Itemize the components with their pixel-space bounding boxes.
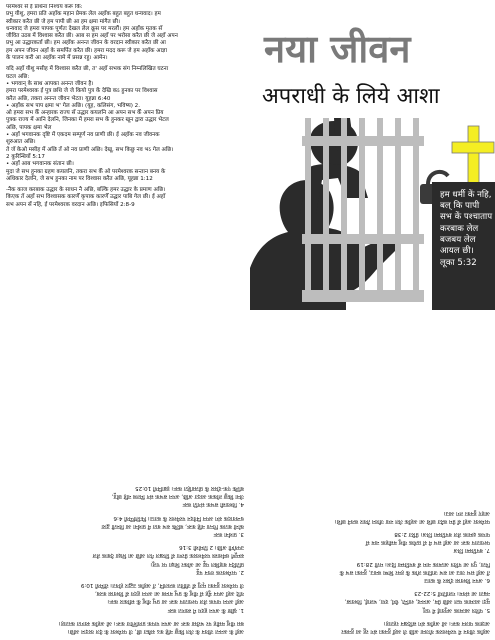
verse-line: बल् कि पापी [440, 201, 480, 212]
text-line: 1. ख्रीष्ट कें अपन हृदय में स्वागत करू [167, 606, 244, 613]
bar-crossbeam-bottom [302, 234, 424, 244]
text-line: घटल अछि: [6, 73, 30, 80]
text-line: • अहाँ आब भगवानक संतान छी। [6, 161, 74, 168]
text-line: प्रभु आ उद्धारकर्ता छी। हम अहाँक अनन्त जीवन के वरदान स्वीकार करैत छी आ [6, 40, 166, 47]
cover-title: नया जीवन [264, 27, 411, 71]
bar-crossbeam-top [302, 136, 424, 146]
text-line: के पालन करी आ अहाँक नामे में प्रसन्न रहु। आमेन। [6, 55, 108, 62]
text-line: यदि अहाँ अपन मुँह सँ यीशु कें प्रभु मानब आ अपन हृदय सँ विश्वास करब, [94, 590, 244, 597]
text-line: सम्पूर्ण धर्मशास्त्र परमेश्वरक प्रेरणा सँ लिखल गेल अछि आ शिक्षा देबाक लेल [92, 552, 244, 559]
text-line: 2 कुरिन्थियों 5:17 [6, 153, 45, 160]
text-line: प्रतिदिन बाइबिल पढ़ू आ ओकर शिक्षा पर चलू। [150, 560, 244, 567]
text-line: अधिकार देलनि, जे सभ हुनका नाम पर विश्वास करैत अछि, यूहन्ना 1:12 [6, 175, 153, 182]
text-line: 2. परमेश्वरक वचन पढ़ू [196, 568, 244, 575]
text-line: 3. प्रार्थना करू [213, 530, 244, 537]
text-paragraph [252, 619, 490, 635]
text-line: -नैक काज करबाक उद्धार के साधन नै अछि, बल्कि हमर उद्धार के प्रमाण अछि। [6, 187, 166, 194]
text-line: • भगवान् के साथ आपका अनन्त जीवन है। [6, 80, 94, 87]
bar-base [302, 290, 424, 302]
text-line: अहाँ अपन पापक लेल पश्चाताप करू आ प्रभु यीशु कें स्वीकार करू। [107, 598, 244, 605]
text-line: करैत अछि, तकरा अनन्त जीवन भेटत। यूहन्ना 6:40 [6, 95, 111, 102]
text-line: जेना किछु लोकक आदत अछि, अपन सभक संग मिलब नहि छोड़ू, [111, 493, 244, 500]
cover-verse [440, 190, 495, 269]
text-line: आज्ञाक पालन करू। ओ अहाँक संग सदिखन रहताह। [383, 619, 490, 626]
front-text-panel [6, 4, 246, 310]
verse-line: हम धर्मी कें नहि, [440, 190, 492, 200]
text-paragraph [6, 187, 246, 209]
text-paragraph [252, 508, 490, 524]
text-line: 4. विश्वासी सभक संगति करू [182, 501, 244, 508]
text-line: धन्यवादक संग अपन निवेदन परमेश्वर कें बताउ। फिलिप्पियों 4:6 [113, 514, 244, 521]
text-line: उपयोगी अछि। 2 तिमोथी 3:16 [179, 544, 244, 551]
verse-reference: लूका 5:32 [440, 258, 477, 269]
text-paragraph [6, 4, 246, 62]
text-line: तें अहाँ सभ जाउ आ सभ जातिक लोक कें हमर शिष्य बनाउ, हुनका सभ कें [339, 568, 490, 575]
text-line: मुदा जे सभ हुनका ग्रहण कयलनि, तकरा सभ केँ ओ परमेश्वरक सन्तान बनय के [6, 168, 166, 175]
text-line: ओ हमरा सभ केँ अन्हारक राज्य सँ उद्धार कयलनि आ अपन सभ केँ अपन प्रिय [6, 110, 164, 117]
text-line: पापक क्षमाक लेल बपतिस्मा लिअ। प्रेरित 2:38 [394, 530, 490, 537]
text-line: • अहाँ भगवानक दृष्टि में एकदम सम्पूर्ण नव प्राणी छी। ई अहाँक नव जीवनक [6, 132, 160, 139]
text-line: बल्कि एक-दोसर कें प्रोत्साहित करू। इब्रानियों 10:25 [135, 484, 244, 491]
text-line: नम्रता आ संयम। गलातियों 5:22-23 [414, 590, 490, 597]
verse-line: सभ कें पश्चाताप [440, 212, 493, 223]
back-right-text-panel [252, 325, 490, 635]
text-line: 5. पवित्र आत्माक अगुवाई में चलू [423, 606, 490, 613]
text-line: 7. बपतिस्मा लिअ [453, 547, 490, 554]
text-line: यदि अहाँ यीशु मसीह में विश्वास करैत छी, त' अहाँ सभक संग निम्नलिखित घटना [6, 66, 169, 73]
text-line: 6. अपन विश्वास दोसर कें बताउ [424, 576, 490, 583]
verse-line: बजबय लेल [440, 234, 476, 245]
text-line: हम अपन जीवन अहाँ के समर्पित करैत छी। हमरा मदद करू जे हम अहाँक आज्ञा [6, 47, 167, 54]
text-line: बस यीशु मसीह पर भरोसा करू आ अपन पापक प्रायश्चित्त करू। ओ अहाँक स्वागत करताह। [58, 619, 244, 626]
text-paragraph [252, 559, 490, 584]
text-line: जे परमेश्वर हुनका मृत्यु सँ जीवित कयलनि, तँ अहाँक उद्धार होयत। रोमियों 10:9 [80, 581, 244, 588]
text-paragraph [252, 530, 490, 555]
back-left-text-panel [6, 325, 244, 635]
text-line: • अहाँक सभ पाप क्षमा भ' गेल अछि। (यूह, कलिसंग, भविष्य) 2. [6, 102, 141, 109]
text-line: पिता, पुत्र आ पवित्र आत्माक नाम सँ बपतिस्मा दिअ। मत्ती 28:19 [356, 560, 490, 567]
text-line: स्वीकार करैत छी जे हम पापी छी आ हम क्षमा मांगैत छी। [6, 18, 121, 25]
text-line: अछि, पापक क्षमा भेल [6, 124, 52, 131]
text-line: प्रभु यीशु, हमरा प्रति अहाँक महान प्रेमक लेल अहाँक बहुत बहुत धन्यवाद। हम [6, 11, 161, 18]
text-line: मुदा आत्माक फल अछि प्रेम, आनन्द, शान्ति, धैर्य, दया, भलाई, विश्वास, [344, 598, 490, 605]
text-line: सभ अपन सँ नहि, ई परमेश्वरक वरदान अछि। इफिसियों 2:8-9 [6, 201, 135, 208]
cover-subtitle: अपराधी के लिये आशा [262, 84, 440, 109]
text-line: पश्चाताप करू आ अहाँ सभ मे सँ प्रत्येक यीशु मसीहक नाम सँ [365, 539, 490, 546]
verse-line: आयल छी। [440, 246, 474, 257]
text-paragraph [6, 513, 244, 538]
text-paragraph [6, 66, 246, 183]
text-line: किएक तँ अहाँ सभ विश्वासक कारणेँ कृपाक कारणेँ उद्धार पाबि गेल छी। ई अहाँ [6, 194, 166, 201]
text-line: ते जँ केओ मसीह में अछि तँ ओ नव प्राणी अछि। देखू, सभ किछु नव भऽ गेल अछि। [6, 146, 174, 153]
text-paragraph [6, 581, 244, 614]
text-line: कोनो बातक चिन्ता नहि करू, बल्कि सभ बात में प्रार्थना आ विनती द्वारा [101, 522, 244, 529]
verse-line: करबाक लेल [440, 223, 479, 234]
text-line: आइए हुनका लग आउ। [443, 509, 490, 516]
text-paragraph [6, 543, 244, 576]
text-line: अहाँक जीवन में परमेश्वरक योजना अछि जे अहाँ हुनका संग रहू आ हुनकर [341, 628, 490, 634]
text-line: अहाँ के अनन्त जीवन के लेल किछु नहि कऽ सकैत छी, जे परमेश्वर के देल वरदान अछि। [67, 628, 244, 634]
text-paragraph [6, 619, 244, 635]
text-line: पुत्रक राज्य में आनि देलनि, जिनका में हमरा सभ कें हुनकर खून द्वारा उद्धार भेटल [6, 117, 169, 124]
text-line: धन्यवाद जे हमरा पापक पूर्णतः देखल लेल क्रूस पर मरलौं। हम अहाँक मृतक सँ [6, 25, 163, 32]
text-paragraph [252, 589, 490, 614]
text-line: परमेश्वर अहाँ सँ प्रेम करैत छथि आ अहाँक लेल नया जीवन तैयार कयने छथि। [334, 517, 490, 524]
text-line: परमेश्वर सँ ई प्रार्थना निश्चय करू कि: [6, 4, 83, 10]
text-line: हमरा परमेश्वरक ई पुत्र छथि जे जे कियो पुत्र कें देखि कऽ हुनका पर विश्वास [6, 88, 158, 95]
text-line: जीवित उठब में विश्वास करैत छी। आब स हम अहाँ पर भरोसा करैत छी जे अहाँ अपन [6, 33, 178, 40]
text-line: शुरुआत अछि। [6, 139, 36, 146]
text-paragraph [6, 484, 244, 509]
cover-panel [250, 0, 495, 310]
